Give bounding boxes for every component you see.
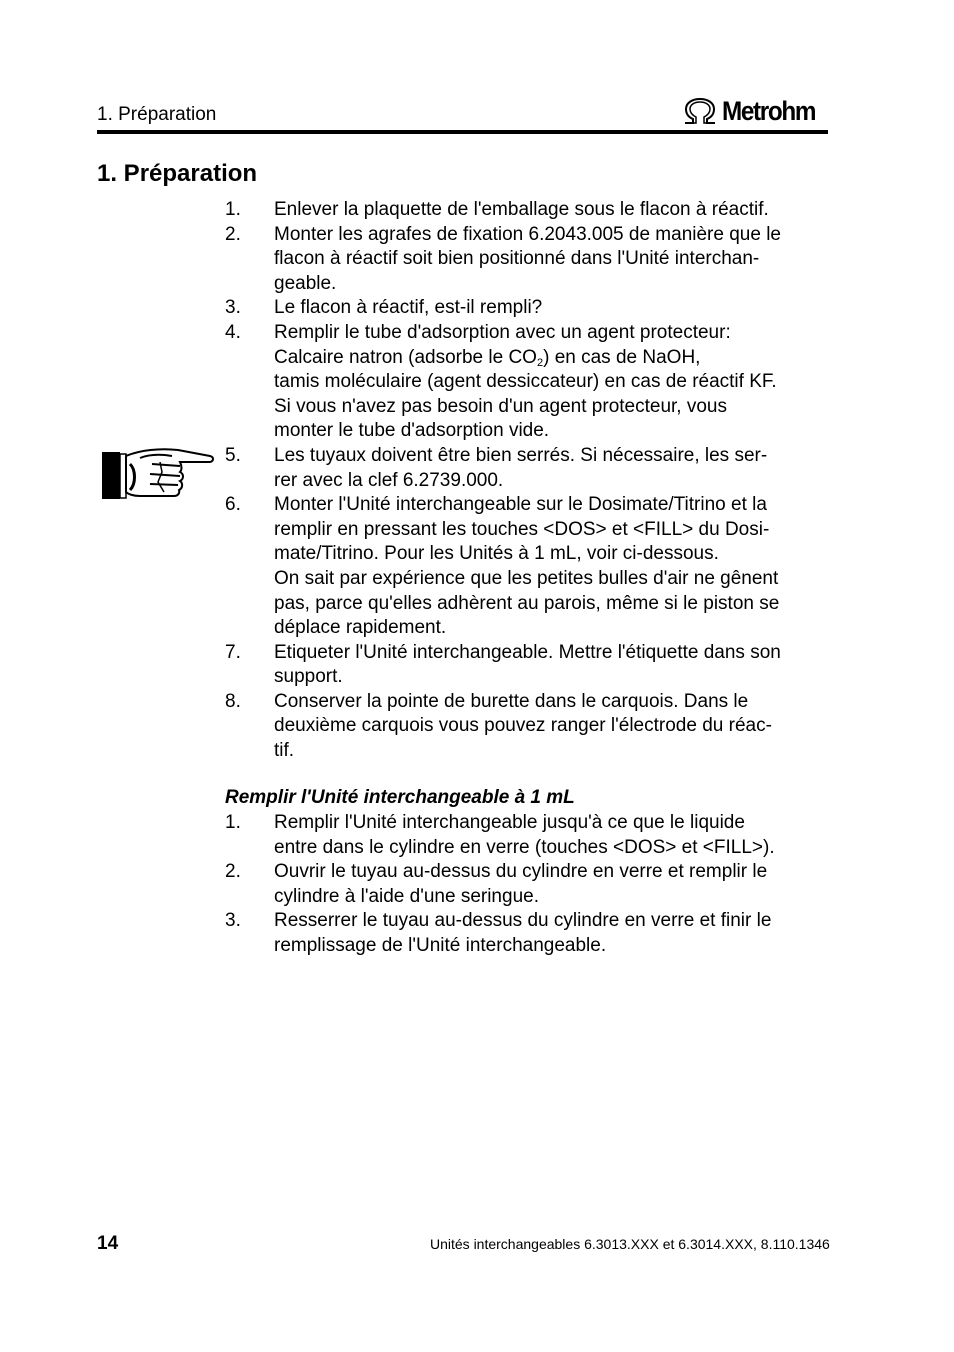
footer-text: Unités interchangeables 6.3013.XXX et 6.3014.XXX, 8.110.1346 — [430, 1236, 830, 1252]
step-text: déplace rapidement. — [274, 617, 447, 639]
step-number: 1. — [225, 812, 241, 833]
step-text: Resserrer le tuyau au-dessus du cylindre en verre et finir le — [274, 910, 772, 932]
metrohm-logo — [682, 94, 826, 128]
section-title: 1. Préparation — [97, 160, 258, 187]
step-text: mate/Titrino. Pour les Unités à 1 mL, voir ci-dessous. — [274, 543, 719, 565]
logo-text: Metrohm — [722, 95, 816, 126]
step-text: Remplir le tube d'adsorption avec un agent protecteur: — [274, 321, 731, 343]
step-text: Conserver la pointe de burette dans le carquois. Dans le — [274, 690, 749, 712]
header-rule — [97, 130, 828, 134]
step-text: Le flacon à réactif, est-il rempli? — [274, 297, 543, 319]
list-item — [225, 811, 830, 860]
step-text: remplissage de l'Unité interchangeable. — [274, 934, 607, 956]
step-text: geable. — [274, 272, 337, 294]
list-item — [225, 198, 830, 223]
list-item — [225, 909, 830, 958]
list-item — [225, 444, 830, 493]
step-text: Remplir l'Unité interchangeable jusqu'à ce que le liquide — [274, 812, 745, 833]
page-number: 14 — [97, 1233, 119, 1254]
list-item — [225, 860, 830, 909]
step-text: Etiqueter l'Unité interchangeable. Mettre l'étiquette dans son — [274, 641, 781, 663]
step-text-co2 — [274, 346, 830, 371]
co2-text-after: ) en cas de NaOH, — [543, 346, 701, 368]
list-item — [225, 296, 830, 321]
step-text: tamis moléculaire (agent dessiccateur) en cas de réactif KF. — [274, 371, 777, 393]
list-item — [225, 321, 830, 444]
step-text: Monter l'Unité interchangeable sur le Dosimate/Titrino et la — [274, 494, 767, 516]
step-number: 3. — [225, 910, 241, 932]
step-text: cylindre à l'aide d'une seringue. — [274, 885, 539, 907]
step-text: On sait par expérience que les petites bulles d'air ne gênent — [274, 567, 779, 589]
step-text: support. — [274, 666, 343, 688]
step-text: Ouvrir le tuyau au-dessus du cylindre en verre et remplir le — [274, 861, 768, 883]
step-number: 1. — [225, 199, 241, 220]
step-text: monter le tube d'adsorption vide. — [274, 420, 550, 442]
step-number: 8. — [225, 690, 241, 712]
preparation-steps — [225, 198, 830, 764]
running-head: 1. Préparation — [97, 104, 217, 125]
step-number: 2. — [225, 223, 241, 245]
step-text: pas, parce qu'elles adhèrent au parois, même si le piston se — [274, 592, 780, 614]
step-number: 4. — [225, 321, 241, 343]
step-text: Enlever la plaquette de l'emballage sous le flacon à réactif. — [274, 199, 769, 220]
step-text: remplir en pressant les touches <DOS> et <FILL> du Dosi- — [274, 518, 770, 540]
omega-logo-icon — [682, 96, 718, 126]
step-text: Monter les agrafes de fixation 6.2043.005 de manière que le — [274, 223, 781, 245]
step-text: Les tuyaux doivent être bien serrés. Si nécessaire, les ser- — [274, 444, 768, 466]
co2-subscript: 2 — [536, 356, 544, 369]
pointing-hand-icon — [100, 444, 214, 502]
list-item — [225, 223, 830, 297]
step-text: tif. — [274, 740, 295, 762]
list-item — [225, 641, 830, 690]
subsection-title: Remplir l'Unité interchangeable à 1 mL — [225, 787, 575, 808]
step-number: 7. — [225, 641, 241, 663]
step-text: deuxième carquois vous pouvez ranger l'électrode du réac- — [274, 715, 772, 737]
fill-1ml-steps — [225, 811, 830, 959]
step-text: Si vous n'avez pas besoin d'un agent protecteur, vous — [274, 395, 727, 417]
co2-text-before: Calcaire natron (adsorbe le CO — [274, 346, 537, 368]
list-item — [225, 690, 830, 764]
step-number: 3. — [225, 297, 241, 319]
step-text: flacon à réactif soit bien positionné dans l'Unité interchan- — [274, 248, 760, 270]
list-item — [225, 493, 830, 641]
step-number: 5. — [225, 444, 241, 466]
step-number: 2. — [225, 861, 241, 883]
step-text: entre dans le cylindre en verre (touches <DOS> et <FILL>). — [274, 836, 775, 858]
step-number: 6. — [225, 494, 241, 516]
step-text: rer avec la clef 6.2739.000. — [274, 469, 504, 491]
